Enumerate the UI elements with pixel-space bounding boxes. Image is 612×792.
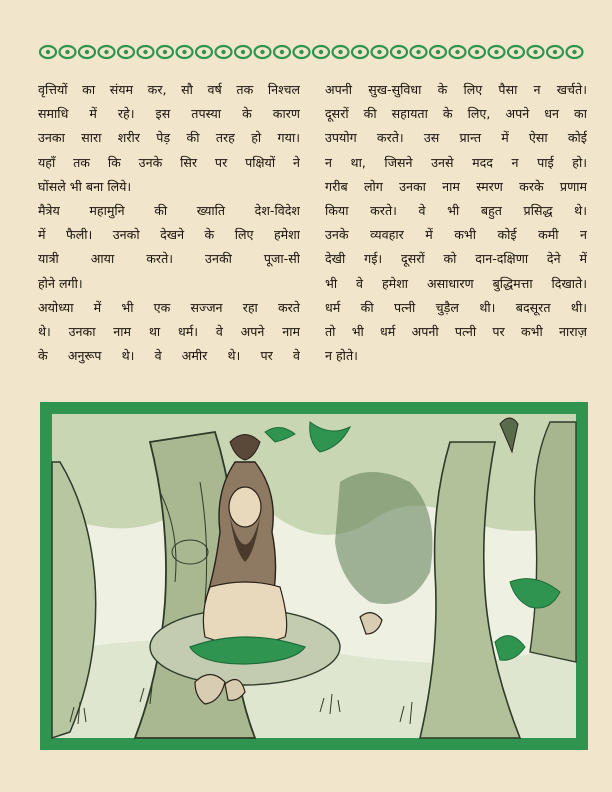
text-line: न था, जिसने उनसे मदद न पाई हो। bbox=[325, 154, 587, 170]
text-line: अयोध्या में भी एक सज्जन रहा करते bbox=[38, 299, 300, 315]
border-dot bbox=[397, 50, 401, 54]
border-dot bbox=[85, 50, 89, 54]
text-line: उनका सारा शरीर पेड़ की तरह हो गया। bbox=[38, 130, 300, 146]
border-dot bbox=[143, 50, 147, 54]
right-column bbox=[325, 78, 587, 368]
text-line: घोंसले भी बना लिये। bbox=[38, 178, 132, 194]
border-dot bbox=[358, 50, 362, 54]
border-dot bbox=[572, 50, 576, 54]
forest-illustration bbox=[40, 402, 588, 750]
text-line: दूसरों की सहायता के लिए, अपने धन का bbox=[325, 106, 587, 122]
text-line: समाधि में रहे। इस तपस्या के कारण bbox=[38, 106, 300, 122]
border-dot bbox=[260, 50, 264, 54]
text-line: तो भी धर्म अपनी पत्नी पर कभी नाराज़ bbox=[325, 323, 587, 339]
border-dot bbox=[182, 50, 186, 54]
text-line: उपयोग करते। उस प्रान्त में ऐसा कोई bbox=[325, 130, 587, 146]
text-line: अपनी सुख-सुविधा के लिए पैसा न खर्चते। bbox=[325, 82, 587, 97]
text-line: के अनुरूप थे। वे अमीर थे। पर वे bbox=[38, 348, 300, 364]
border-dot bbox=[299, 50, 303, 54]
text-line: यहाँ तक कि उनके सिर पर पक्षियों ने bbox=[38, 154, 300, 170]
border-dot bbox=[377, 50, 381, 54]
text-line: उनके व्यवहार में कभी कोई कमी न bbox=[325, 227, 587, 243]
border-dot bbox=[553, 50, 557, 54]
border-dot bbox=[319, 50, 323, 54]
article-body bbox=[38, 78, 588, 396]
left-column bbox=[38, 78, 300, 368]
border-dot bbox=[514, 50, 518, 54]
border-dot bbox=[65, 50, 69, 54]
text-line: भी वे हमेशा असाधारण बुद्धिमत्ता दिखाते। bbox=[325, 275, 587, 291]
text-line: थे। उनका नाम था धर्म। वे अपने नाम bbox=[38, 323, 300, 339]
decorative-border bbox=[38, 42, 586, 62]
text-line: में फैली। उनको देखने के लिए हमेशा bbox=[38, 227, 300, 243]
text-line: वृत्तियों का संयम कर, सौ वर्ष तक निश्चल bbox=[38, 82, 300, 97]
border-dot bbox=[124, 50, 128, 54]
border-dot bbox=[533, 50, 537, 54]
text-line: मैत्रेय महामुनि की ख्याति देश-विदेश bbox=[38, 202, 300, 218]
text-line: धर्म की पत्नी चुड़ैल थी। बदसूरत थी। bbox=[325, 299, 587, 315]
border-dot bbox=[280, 50, 284, 54]
border-dot bbox=[241, 50, 245, 54]
text-line: यात्री आया करते। उनकी पूजा-सी bbox=[38, 251, 300, 267]
border-dot bbox=[202, 50, 206, 54]
border-dot bbox=[475, 50, 479, 54]
border-dot bbox=[494, 50, 498, 54]
border-dot bbox=[104, 50, 108, 54]
text-line: किया करते। वे भी बहुत प्रसिद्ध थे। bbox=[325, 202, 587, 218]
border-dot bbox=[436, 50, 440, 54]
border-dot bbox=[416, 50, 420, 54]
border-dot bbox=[455, 50, 459, 54]
border-dot bbox=[46, 50, 50, 54]
border-dot bbox=[163, 50, 167, 54]
text-line: देखी गई। दूसरों को दान-दक्षिणा देने में bbox=[325, 251, 587, 267]
text-line: होने लगी। bbox=[38, 275, 83, 291]
border-dot bbox=[338, 50, 342, 54]
border-dot bbox=[221, 50, 225, 54]
text-line: न होते। bbox=[325, 348, 358, 364]
text-line: गरीब लोग उनका नाम स्मरण करके प्रणाम bbox=[325, 178, 587, 194]
